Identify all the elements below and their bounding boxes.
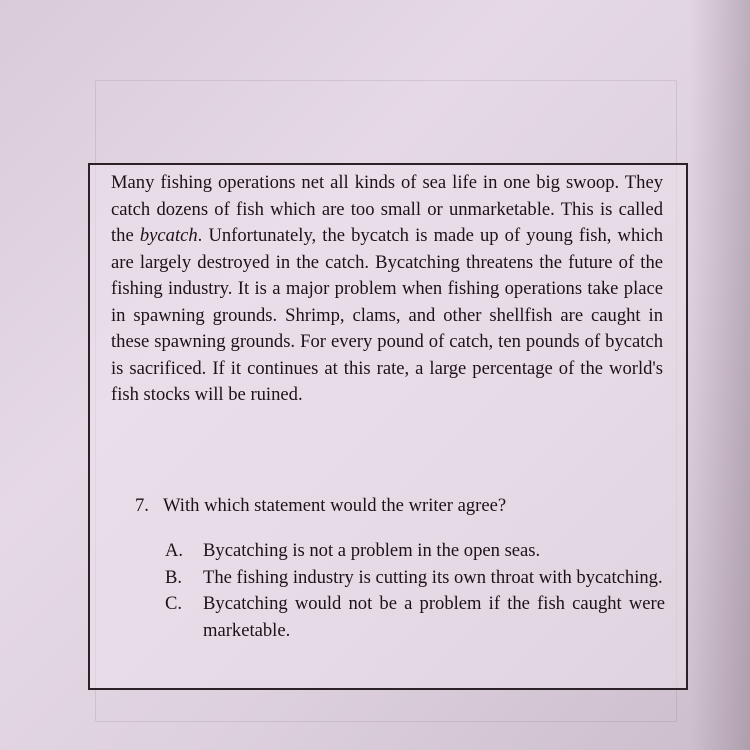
choice-b[interactable] <box>165 565 665 592</box>
choice-a[interactable] <box>165 538 665 565</box>
choice-letter: B. <box>165 566 183 588</box>
answer-choices <box>165 538 665 644</box>
question-number: 7. <box>135 495 149 516</box>
reading-passage <box>111 170 663 409</box>
choice-text: Bycatching is not a problem in the open seas. <box>203 540 541 561</box>
passage-italic-term: bycatch <box>139 225 198 246</box>
page-shadow <box>690 0 750 750</box>
choice-text: The fishing industry is cutting its own throat with bycatching. <box>203 566 663 588</box>
passage-text-end: . Unfortunately, the bycatch is made up of young fish, which are largely destroyed in the catch. Bycatching threatens the future of the fishing industry. It is a major problem when fishing operations take place in spawning grounds. Shrimp, clams, and other shellfish are caught in these spawning grounds. For every pound of catch, ten pounds of bycatch is sacrificed. If it continues at this rate, a large percentage of the world's fish stocks will be ruined. <box>111 225 663 405</box>
choice-text: Bycatching would not be a problem if the fish caught were marketable. <box>203 593 665 641</box>
choice-letter: C. <box>165 593 183 614</box>
choice-c[interactable] <box>165 591 665 644</box>
question-7 <box>135 493 675 519</box>
choice-letter: A. <box>165 540 184 561</box>
question-text: With which statement would the writer agree? <box>163 495 507 516</box>
passage-text-start: Many fishing operations net all kinds of sea life in one big swoop. They catch dozens of fish which are too small or unmarketable. This is called the <box>111 172 663 246</box>
